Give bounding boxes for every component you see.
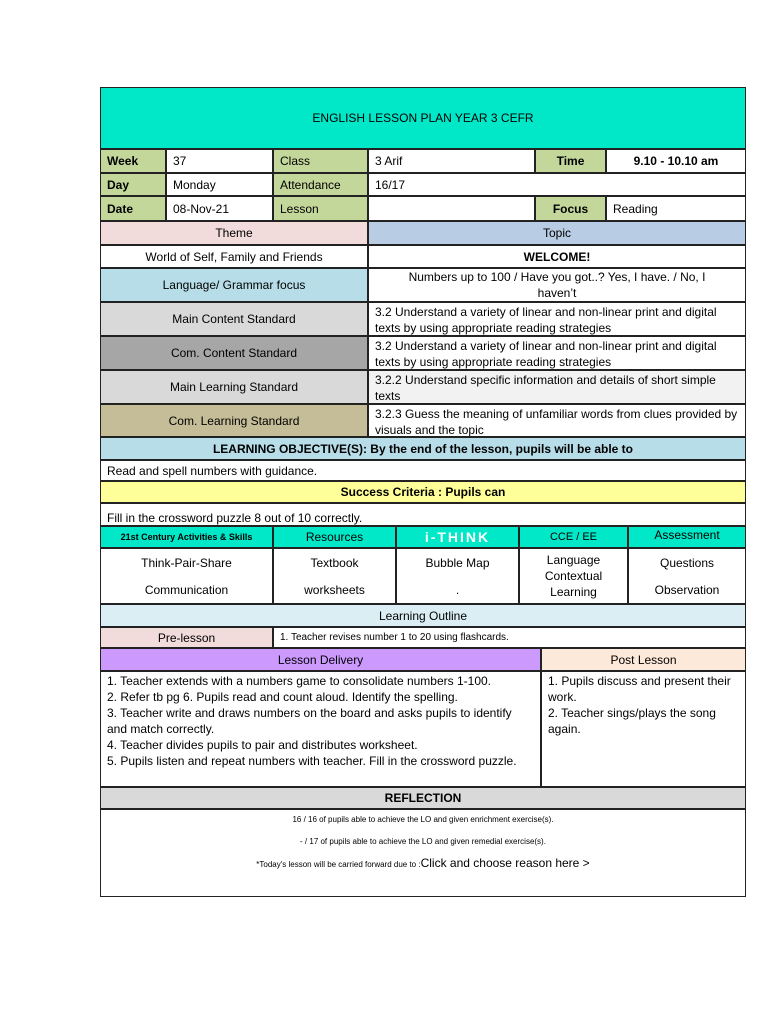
assessment-item: Observation (654, 582, 720, 597)
date-value: 08-Nov-21 (166, 196, 273, 221)
main-content-standard-label: Main Content Standard (100, 302, 368, 336)
resource-item: worksheets (304, 582, 365, 597)
grammar-value: Numbers up to 100 / Have you got..? Yes, I have. / No, I haven’t (368, 268, 746, 302)
time-label: Time (535, 149, 606, 173)
post-lesson-heading: Post Lesson (541, 648, 746, 671)
com-content-standard-label: Com. Content Standard (100, 336, 368, 370)
skills-header: 21st Century Activities & Skills (100, 526, 273, 548)
com-learning-standard-label: Com. Learning Standard (100, 404, 368, 437)
post-step: 2. Teacher sings/plays the song again. (548, 706, 716, 736)
class-value: 3 Arif (368, 149, 535, 173)
ithink-item: . (455, 582, 460, 597)
week-label: Week (100, 149, 166, 173)
reflection-remedial: - / 17 of pupils able to achieve the LO and given remedial exercise(s). (300, 837, 546, 846)
learning-objective-heading: LEARNING OBJECTIVE(S): By the end of the lesson, pupils will be able to (100, 437, 746, 460)
topic-value: WELCOME! (368, 245, 746, 268)
focus-value: Reading (606, 196, 746, 221)
skills-cell (100, 548, 273, 604)
topic-heading: Topic (368, 221, 746, 245)
delivery-step: 5. Pupils listen and repeat numbers with teacher. Fill in the crossword puzzle. (107, 754, 517, 768)
success-criteria-text: Fill in the crossword puzzle 8 out of 10 correctly. (100, 503, 746, 526)
resources-header: Resources (273, 526, 396, 548)
time-value: 9.10 - 10.10 am (606, 149, 746, 173)
com-content-standard-value: 3.2 Understand a variety of linear and non-linear print and digital texts by using appropriate reading strategies (368, 336, 746, 370)
pre-lesson-label: Pre-lesson (100, 627, 273, 648)
delivery-step: 1. Teacher extends with a numbers game to consolidate numbers 1-100. (107, 674, 491, 688)
delivery-step: 3. Teacher write and draws numbers on the board and asks pupils to identify and match correctly. (107, 706, 512, 736)
attendance-label: Attendance (273, 173, 368, 196)
resources-cell (273, 548, 396, 604)
post-lesson-steps (541, 671, 746, 787)
attendance-value: 16/17 (368, 173, 746, 196)
reflection-heading: REFLECTION (100, 787, 746, 809)
day-value: Monday (166, 173, 273, 196)
page-title: ENGLISH LESSON PLAN YEAR 3 CEFR (100, 87, 746, 149)
main-learning-standard-label: Main Learning Standard (100, 370, 368, 404)
delivery-step: 2. Refer tb pg 6. Pupils read and count aloud. Identify the spelling. (107, 690, 458, 704)
theme-heading: Theme (100, 221, 368, 245)
carry-forward-label: *Today's lesson will be carried forward due to : (256, 860, 421, 869)
theme-value: World of Self, Family and Friends (100, 245, 368, 268)
ithink-cell (396, 548, 519, 604)
lesson-value[interactable] (368, 196, 535, 221)
class-label: Class (273, 149, 368, 173)
cce-cell (519, 548, 628, 604)
learning-outline-heading: Learning Outline (100, 604, 746, 627)
assessment-item: Questions (659, 555, 715, 570)
cce-header: CCE / EE (519, 526, 628, 548)
ithink-logo: i-THINK (396, 526, 519, 548)
lesson-label: Lesson (273, 196, 368, 221)
lesson-delivery-steps (100, 671, 541, 787)
cce-item: Language (546, 553, 601, 567)
date-label: Date (100, 196, 166, 221)
reflection-body (100, 809, 746, 897)
main-content-standard-value: 3.2 Understand a variety of linear and non-linear print and digital texts by using appropriate reading strategies (368, 302, 746, 336)
lesson-delivery-heading: Lesson Delivery (100, 648, 541, 671)
cce-item: Contextual (544, 569, 603, 583)
main-learning-standard-value: 3.2.2 Understand specific information and details of short simple texts (368, 370, 746, 404)
success-criteria-heading: Success Criteria : Pupils can (100, 481, 746, 503)
pre-lesson-text: 1. Teacher revises number 1 to 20 using flashcards. (273, 627, 746, 648)
ithink-item: Bubble Map (425, 555, 490, 570)
resource-item: Textbook (310, 555, 359, 570)
grammar-label: Language/ Grammar focus (100, 268, 368, 302)
skill-item: Think-Pair-Share (141, 555, 232, 570)
carry-forward-reason-dropdown[interactable]: Click and choose reason here > (420, 856, 590, 870)
post-step: 1. Pupils discuss and present their work. (548, 674, 731, 704)
delivery-step: 4. Teacher divides pupils to pair and distributes worksheet. (107, 738, 418, 752)
com-learning-standard-value: 3.2.3 Guess the meaning of unfamiliar words from clues provided by visuals and the topic (368, 404, 746, 437)
assessment-header: Assessment (628, 526, 746, 548)
reflection-enrichment: 16 / 16 of pupils able to achieve the LO and given enrichment exercise(s). (292, 815, 554, 824)
reflection-carry-forward (256, 856, 589, 872)
assessment-cell (628, 548, 746, 604)
week-value: 37 (166, 149, 273, 173)
focus-label: Focus (535, 196, 606, 221)
cce-item: Learning (550, 585, 597, 599)
skill-item: Communication (144, 582, 229, 597)
learning-objective-text: Read and spell numbers with guidance. (100, 460, 746, 481)
day-label: Day (100, 173, 166, 196)
